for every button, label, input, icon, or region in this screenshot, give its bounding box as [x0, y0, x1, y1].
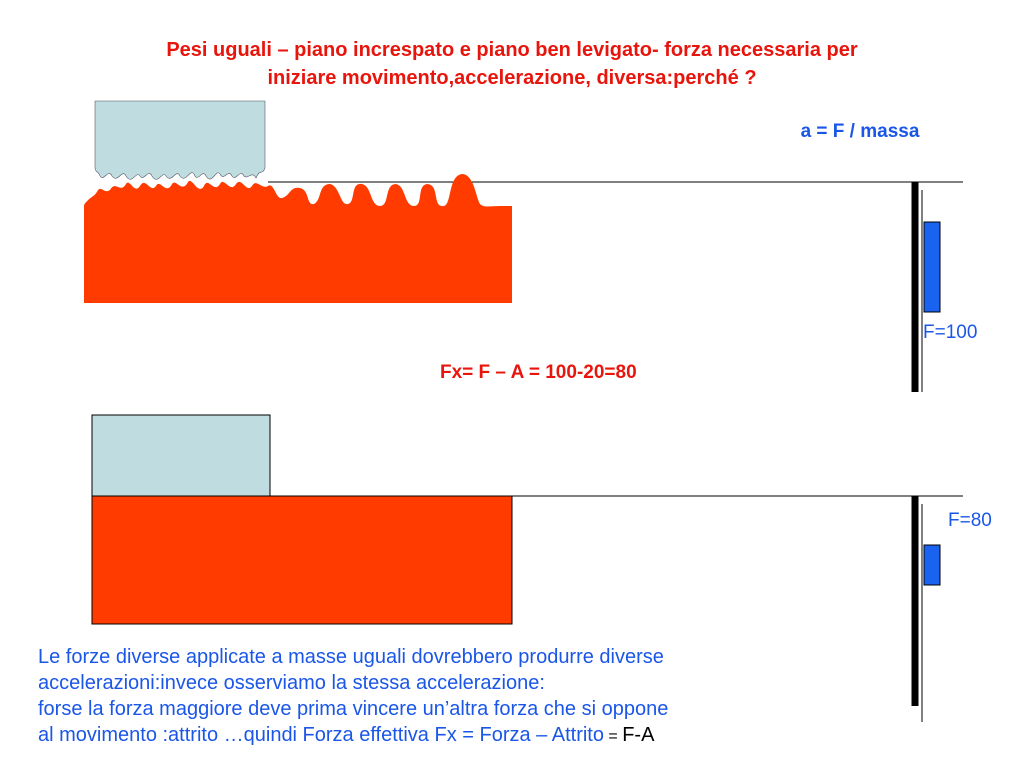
- explanation-line-4: [38, 722, 918, 750]
- explanation-line-4-main: al movimento :attrito …quindi Forza effettiva Fx = Forza – Attrito: [38, 724, 604, 746]
- fx-formula: Fx= F – A = 100-20=80: [440, 362, 637, 383]
- acceleration-formula: a = F / massa: [800, 121, 920, 142]
- title-line-2: iniziare movimento,accelerazione, diversa:perché ?: [267, 67, 757, 89]
- explanation-line-1: Le forze diverse applicate a masse uguali dovrebbero produrre diverse: [38, 646, 664, 668]
- explanation-text: [38, 644, 918, 750]
- top-block: [95, 101, 265, 179]
- bottom-block: [92, 415, 270, 496]
- top-force-arrow: [924, 222, 940, 312]
- bottom-force-arrow: [924, 545, 940, 585]
- rough-surface: [84, 174, 512, 303]
- explanation-line-3: forse la forza maggiore deve prima vincere un’altra forza che si oppone: [38, 698, 669, 720]
- page-title: [40, 36, 984, 92]
- explanation-line-4-eq: =: [603, 728, 623, 745]
- title-line-1: Pesi uguali – piano increspato e piano ben levigato- forza necessaria per: [166, 39, 858, 61]
- explanation-line-4-suffix: F-A: [622, 724, 655, 746]
- force-top-label: F=100: [923, 322, 978, 343]
- explanation-line-2: accelerazioni:invece osserviamo la stessa accelerazione:: [38, 672, 545, 694]
- force-bottom-label: F=80: [948, 510, 992, 531]
- smooth-surface: [92, 496, 512, 624]
